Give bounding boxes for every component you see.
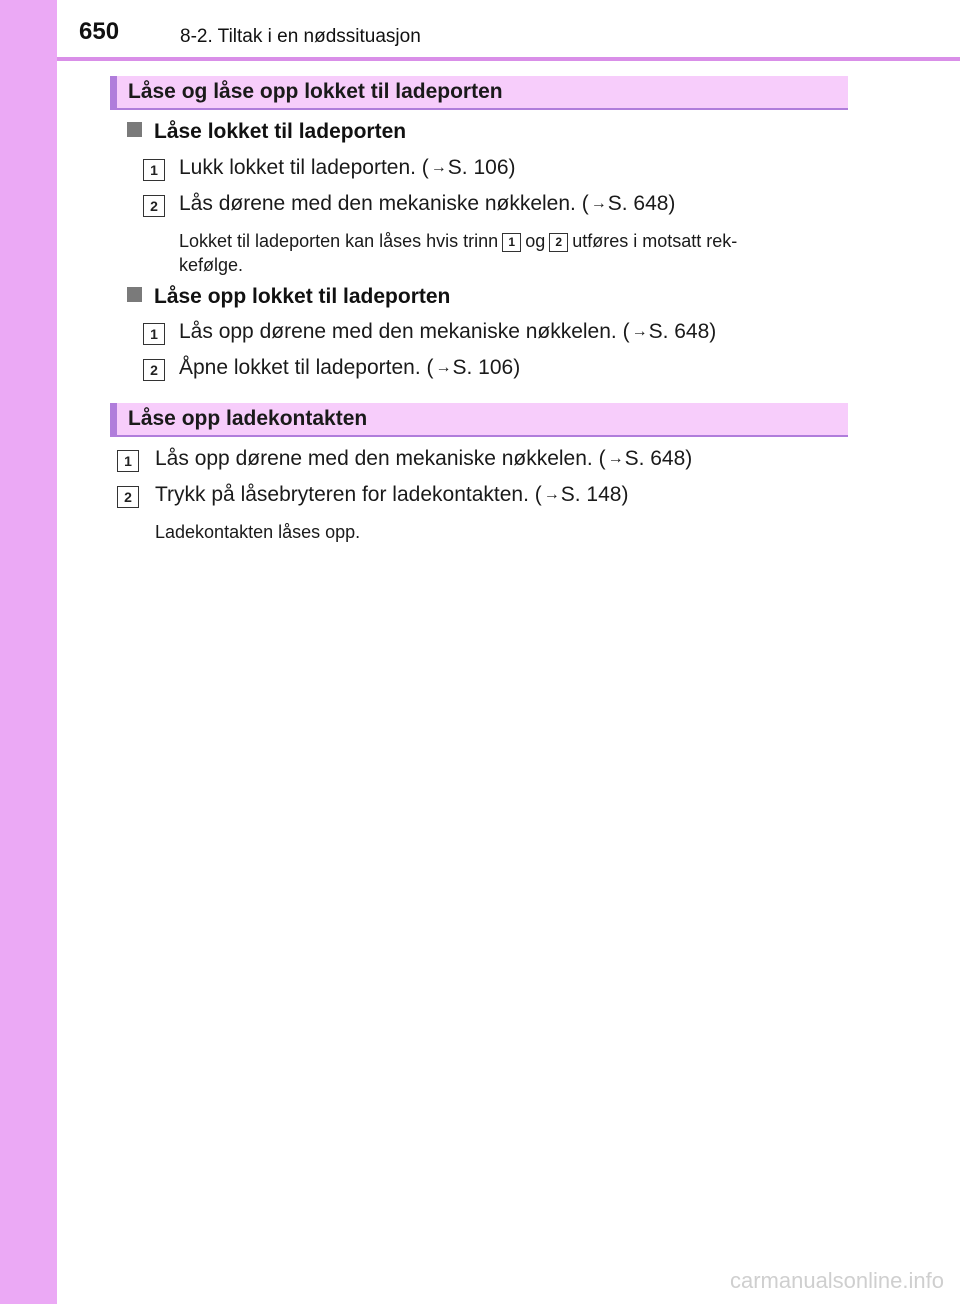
step-text bbox=[179, 320, 716, 344]
step-number-box: 2 bbox=[117, 486, 139, 508]
square-bullet-icon bbox=[127, 287, 142, 302]
arrow-right-icon: → bbox=[435, 359, 452, 376]
step-text-main: Lukk lokket til ladeporten. ( bbox=[179, 156, 429, 179]
step-number-box: 2 bbox=[143, 359, 165, 381]
arrow-right-icon: → bbox=[631, 323, 648, 340]
note-text: utføres i motsatt rek- bbox=[572, 231, 738, 251]
page-reference: S. 148) bbox=[560, 483, 629, 506]
arrow-right-icon: → bbox=[430, 159, 447, 176]
step-number-box: 1 bbox=[143, 159, 165, 181]
note-text: Lokket til ladeporten kan låses hvis trinn bbox=[179, 231, 499, 251]
step-text bbox=[155, 483, 628, 507]
page-reference: S. 106) bbox=[447, 156, 516, 179]
step-text-main: Åpne lokket til ladeporten. ( bbox=[179, 356, 434, 379]
section-heading-text: Låse opp ladekontakten bbox=[128, 407, 368, 430]
chapter-title: 8-2. Tiltak i en nødssituasjon bbox=[180, 26, 421, 47]
step-text-main: Lås opp dørene med den mekaniske nøkkelen. ( bbox=[179, 320, 630, 343]
step-text-main: Lås opp dørene med den mekaniske nøkkelen. ( bbox=[155, 447, 606, 470]
section-heading-text: Låse og låse opp lokket til ladeporten bbox=[128, 80, 503, 103]
inline-step-box: 2 bbox=[549, 233, 568, 252]
square-bullet-icon bbox=[127, 122, 142, 137]
watermark: carmanualsonline.info bbox=[729, 1268, 944, 1293]
subsection-heading-text: Låse opp lokket til ladeporten bbox=[154, 285, 451, 308]
page-reference: S. 106) bbox=[452, 356, 521, 379]
step-text bbox=[179, 156, 516, 180]
page-number: 650 bbox=[79, 18, 120, 45]
page-reference: S. 648) bbox=[607, 192, 676, 215]
page-reference: S. 648) bbox=[624, 447, 693, 470]
arrow-right-icon: → bbox=[607, 450, 624, 467]
page-reference: S. 648) bbox=[648, 320, 717, 343]
step-number-box: 2 bbox=[143, 195, 165, 217]
inline-step-box: 1 bbox=[502, 233, 521, 252]
step-note bbox=[179, 229, 843, 277]
step-text bbox=[179, 192, 675, 216]
step-text bbox=[179, 356, 520, 380]
arrow-right-icon: → bbox=[543, 486, 560, 503]
section-heading bbox=[110, 403, 848, 437]
step-text bbox=[155, 447, 692, 471]
side-color-strip bbox=[0, 0, 57, 1304]
subsection-heading-text: Låse lokket til ladeporten bbox=[154, 120, 407, 143]
step-note: Ladekontakten låses opp. bbox=[155, 522, 361, 542]
step-number-box: 1 bbox=[143, 323, 165, 345]
step-number-box: 1 bbox=[117, 450, 139, 472]
note-text: kefølge. bbox=[179, 255, 244, 275]
step-text-main: Trykk på låsebryteren for ladekontakten. ( bbox=[155, 483, 542, 506]
note-text: og bbox=[525, 231, 546, 251]
header-rule bbox=[57, 57, 960, 61]
subsection-heading bbox=[127, 120, 406, 144]
section-heading bbox=[110, 76, 848, 110]
subsection-heading bbox=[127, 285, 450, 309]
arrow-right-icon: → bbox=[590, 195, 607, 212]
step-text-main: Lås dørene med den mekaniske nøkkelen. ( bbox=[179, 192, 589, 215]
